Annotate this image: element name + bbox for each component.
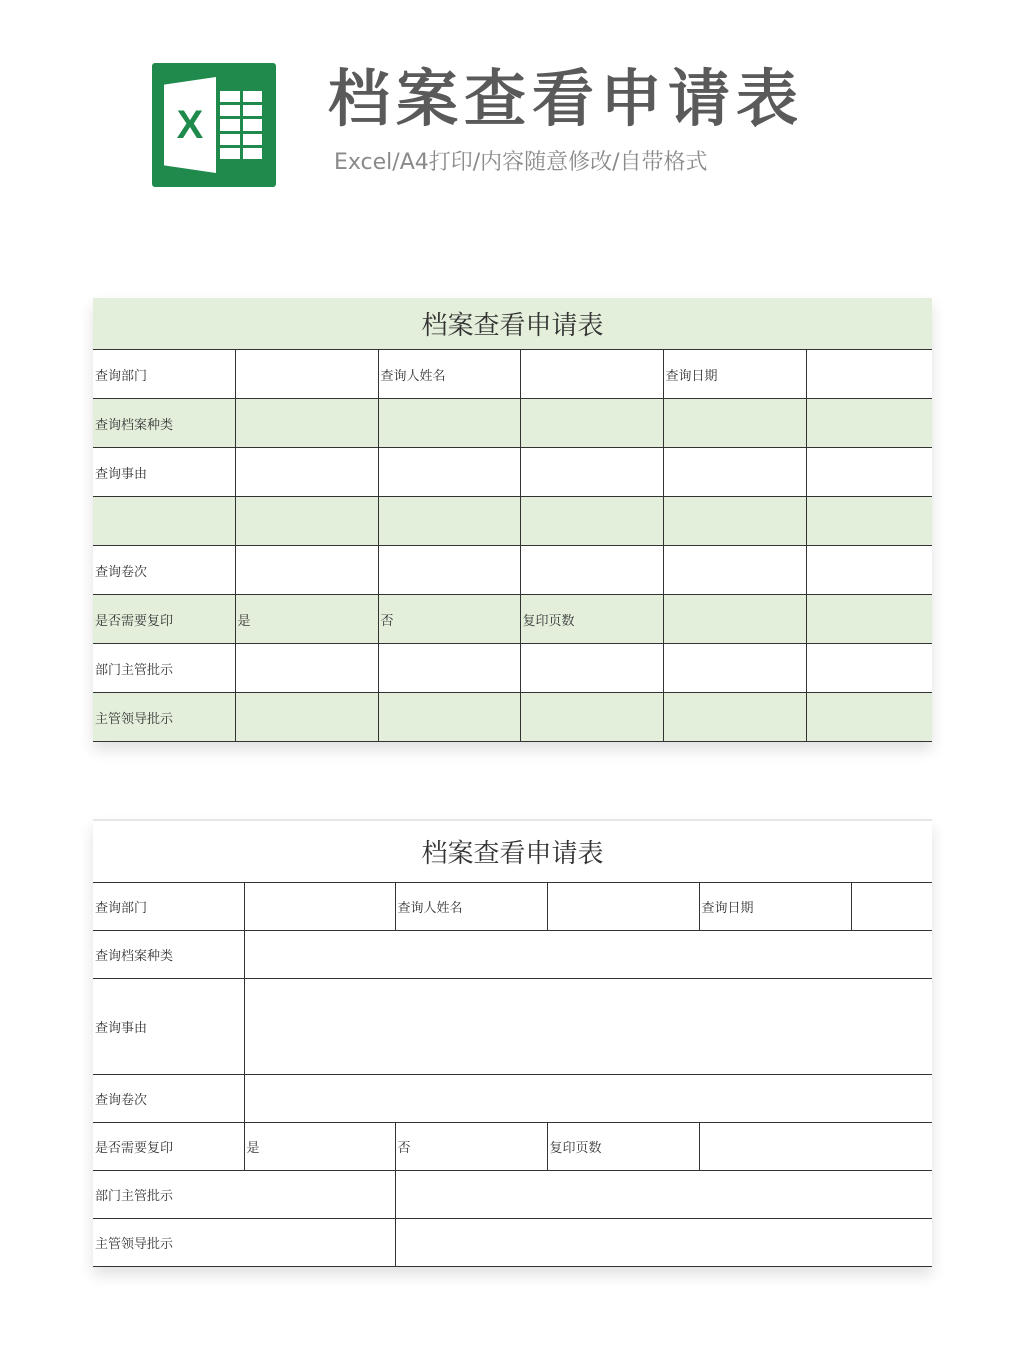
table-row: [93, 644, 932, 693]
form-title: 档案查看申请表: [93, 821, 932, 883]
date-label: 查询日期: [699, 883, 851, 931]
row-label-cell: 查询卷次: [93, 546, 235, 595]
table-cell[interactable]: [806, 497, 932, 546]
dept-value-cell[interactable]: [244, 883, 395, 931]
row-label-cell: 查询部门: [93, 350, 235, 399]
table-cell[interactable]: [235, 546, 378, 595]
table-cell[interactable]: [520, 497, 663, 546]
form-preview-striped: [93, 298, 932, 742]
type-value-cell[interactable]: [244, 931, 932, 979]
row-label-cell: 查询事由: [93, 448, 235, 497]
table-row: [93, 350, 932, 399]
table-cell[interactable]: [520, 546, 663, 595]
table-cell[interactable]: [806, 399, 932, 448]
pages-value-cell[interactable]: [699, 1123, 932, 1171]
form-table: [93, 298, 932, 742]
row-label-cell[interactable]: [93, 497, 235, 546]
table-cell[interactable]: [806, 693, 932, 742]
table-cell: 查询日期: [663, 350, 806, 399]
table-cell[interactable]: [806, 644, 932, 693]
table-cell[interactable]: [235, 350, 378, 399]
table-row: [93, 693, 932, 742]
table-cell[interactable]: [520, 350, 663, 399]
volume-value-cell[interactable]: [244, 1075, 932, 1123]
date-value-cell[interactable]: [851, 883, 932, 931]
table-cell[interactable]: [520, 399, 663, 448]
table-cell[interactable]: [806, 546, 932, 595]
table-cell[interactable]: [663, 546, 806, 595]
table-cell[interactable]: [520, 644, 663, 693]
table-cell: 查询人姓名: [378, 350, 520, 399]
volume-label: 查询卷次: [93, 1075, 244, 1123]
row-label-cell: 主管领导批示: [93, 693, 235, 742]
pages-label: 复印页数: [547, 1123, 699, 1171]
table-cell: 否: [378, 595, 520, 644]
copy-yes-cell[interactable]: 是: [244, 1123, 395, 1171]
dept-head-label: 部门主管批示: [93, 1171, 395, 1219]
table-row: [93, 497, 932, 546]
form-table: [93, 821, 932, 1267]
form-title: 档案查看申请表: [93, 298, 932, 350]
copy-label: 是否需要复印: [93, 1123, 244, 1171]
table-cell[interactable]: [663, 595, 806, 644]
dept-label: 查询部门: [93, 883, 244, 931]
table-cell[interactable]: [806, 350, 932, 399]
excel-logo-icon: [152, 63, 276, 187]
table-cell[interactable]: [378, 693, 520, 742]
type-label: 查询档案种类: [93, 931, 244, 979]
table-cell[interactable]: [235, 399, 378, 448]
table-cell[interactable]: [235, 448, 378, 497]
logo-x-letter: X: [176, 103, 204, 147]
table-cell[interactable]: [520, 693, 663, 742]
table-cell[interactable]: [806, 595, 932, 644]
reason-value-cell[interactable]: [244, 979, 932, 1075]
row-label-cell: 是否需要复印: [93, 595, 235, 644]
table-cell[interactable]: [520, 448, 663, 497]
page-title: 档案查看申请表: [328, 62, 805, 135]
table-cell[interactable]: [235, 644, 378, 693]
table-cell[interactable]: [806, 448, 932, 497]
table-cell[interactable]: [663, 448, 806, 497]
table-cell[interactable]: [378, 497, 520, 546]
leader-label: 主管领导批示: [93, 1219, 395, 1267]
table-cell[interactable]: [663, 693, 806, 742]
table-cell[interactable]: [235, 497, 378, 546]
table-cell[interactable]: [663, 644, 806, 693]
table-cell: 是: [235, 595, 378, 644]
copy-no-cell[interactable]: 否: [395, 1123, 547, 1171]
logo-grid-icon: [220, 91, 262, 159]
page-subtitle: Excel/A4打印/内容随意修改/自带格式: [334, 150, 708, 175]
table-cell[interactable]: [378, 644, 520, 693]
table-row: [93, 546, 932, 595]
table-cell[interactable]: [378, 399, 520, 448]
table-row: [93, 595, 932, 644]
dept-head-value-cell[interactable]: [395, 1171, 932, 1219]
table-row: [93, 399, 932, 448]
name-value-cell[interactable]: [547, 883, 699, 931]
name-label: 查询人姓名: [395, 883, 547, 931]
leader-value-cell[interactable]: [395, 1219, 932, 1267]
form-preview-merged: [93, 819, 932, 1267]
table-cell: 复印页数: [520, 595, 663, 644]
table-cell[interactable]: [378, 546, 520, 595]
table-cell[interactable]: [663, 497, 806, 546]
row-label-cell: 查询档案种类: [93, 399, 235, 448]
table-cell[interactable]: [235, 693, 378, 742]
reason-label: 查询事由: [93, 979, 244, 1075]
table-cell[interactable]: [663, 399, 806, 448]
row-label-cell: 部门主管批示: [93, 644, 235, 693]
table-row: [93, 448, 932, 497]
table-cell[interactable]: [378, 448, 520, 497]
